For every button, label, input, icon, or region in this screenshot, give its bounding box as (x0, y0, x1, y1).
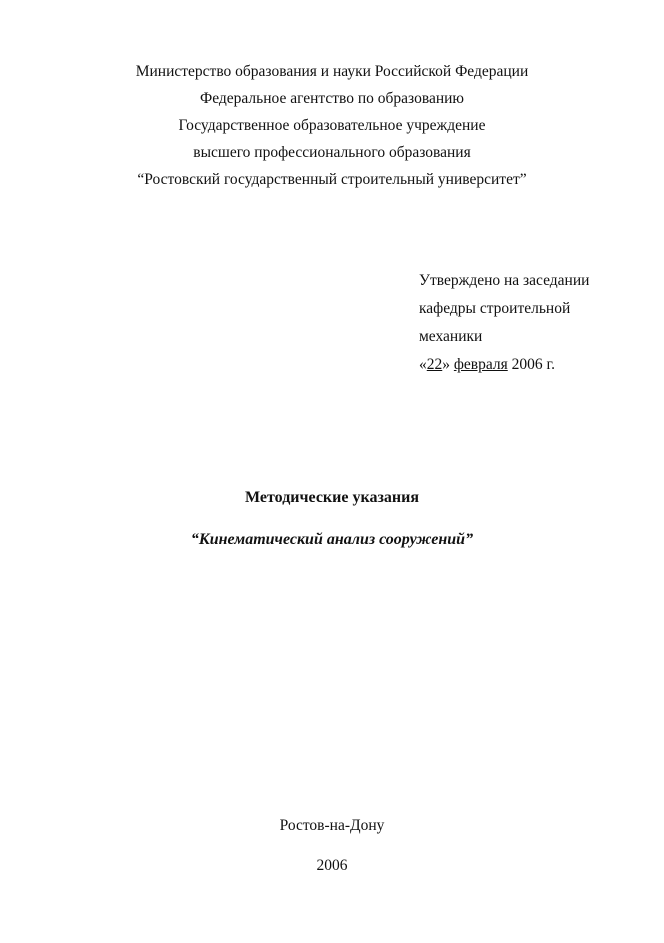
approval-line-3: механики (419, 328, 483, 345)
date-close-quote: » (442, 356, 450, 373)
date-month: февраля (453, 356, 508, 373)
date-day: 22 (426, 356, 443, 373)
date-year: 2006 г. (511, 356, 555, 373)
header-line-education-level: высшего профессионального образования (193, 144, 471, 161)
approval-date (419, 351, 589, 379)
publication-year: 2006 (316, 857, 348, 874)
institution-header (0, 58, 664, 193)
publication-city: Ростов-на-Дону (279, 817, 385, 834)
document-subtitle: “Кинематический анализ сооружений” (190, 531, 474, 548)
header-line-ministry: Министерство образования и науки Российской Федерации (135, 63, 529, 80)
header-line-institution-type: Государственное образовательное учреждение (178, 117, 486, 134)
approval-block (419, 267, 589, 379)
document-title: Методические указания (245, 489, 419, 506)
header-line-agency: Федеральное агентство по образованию (199, 90, 465, 107)
approval-line-1: Утверждено на заседании (419, 272, 590, 289)
approval-line-2: кафедры строительной (419, 300, 571, 317)
header-line-university-name: “Ростовский государственный строительный университет” (137, 171, 527, 188)
date-open-quote: « (419, 356, 427, 373)
